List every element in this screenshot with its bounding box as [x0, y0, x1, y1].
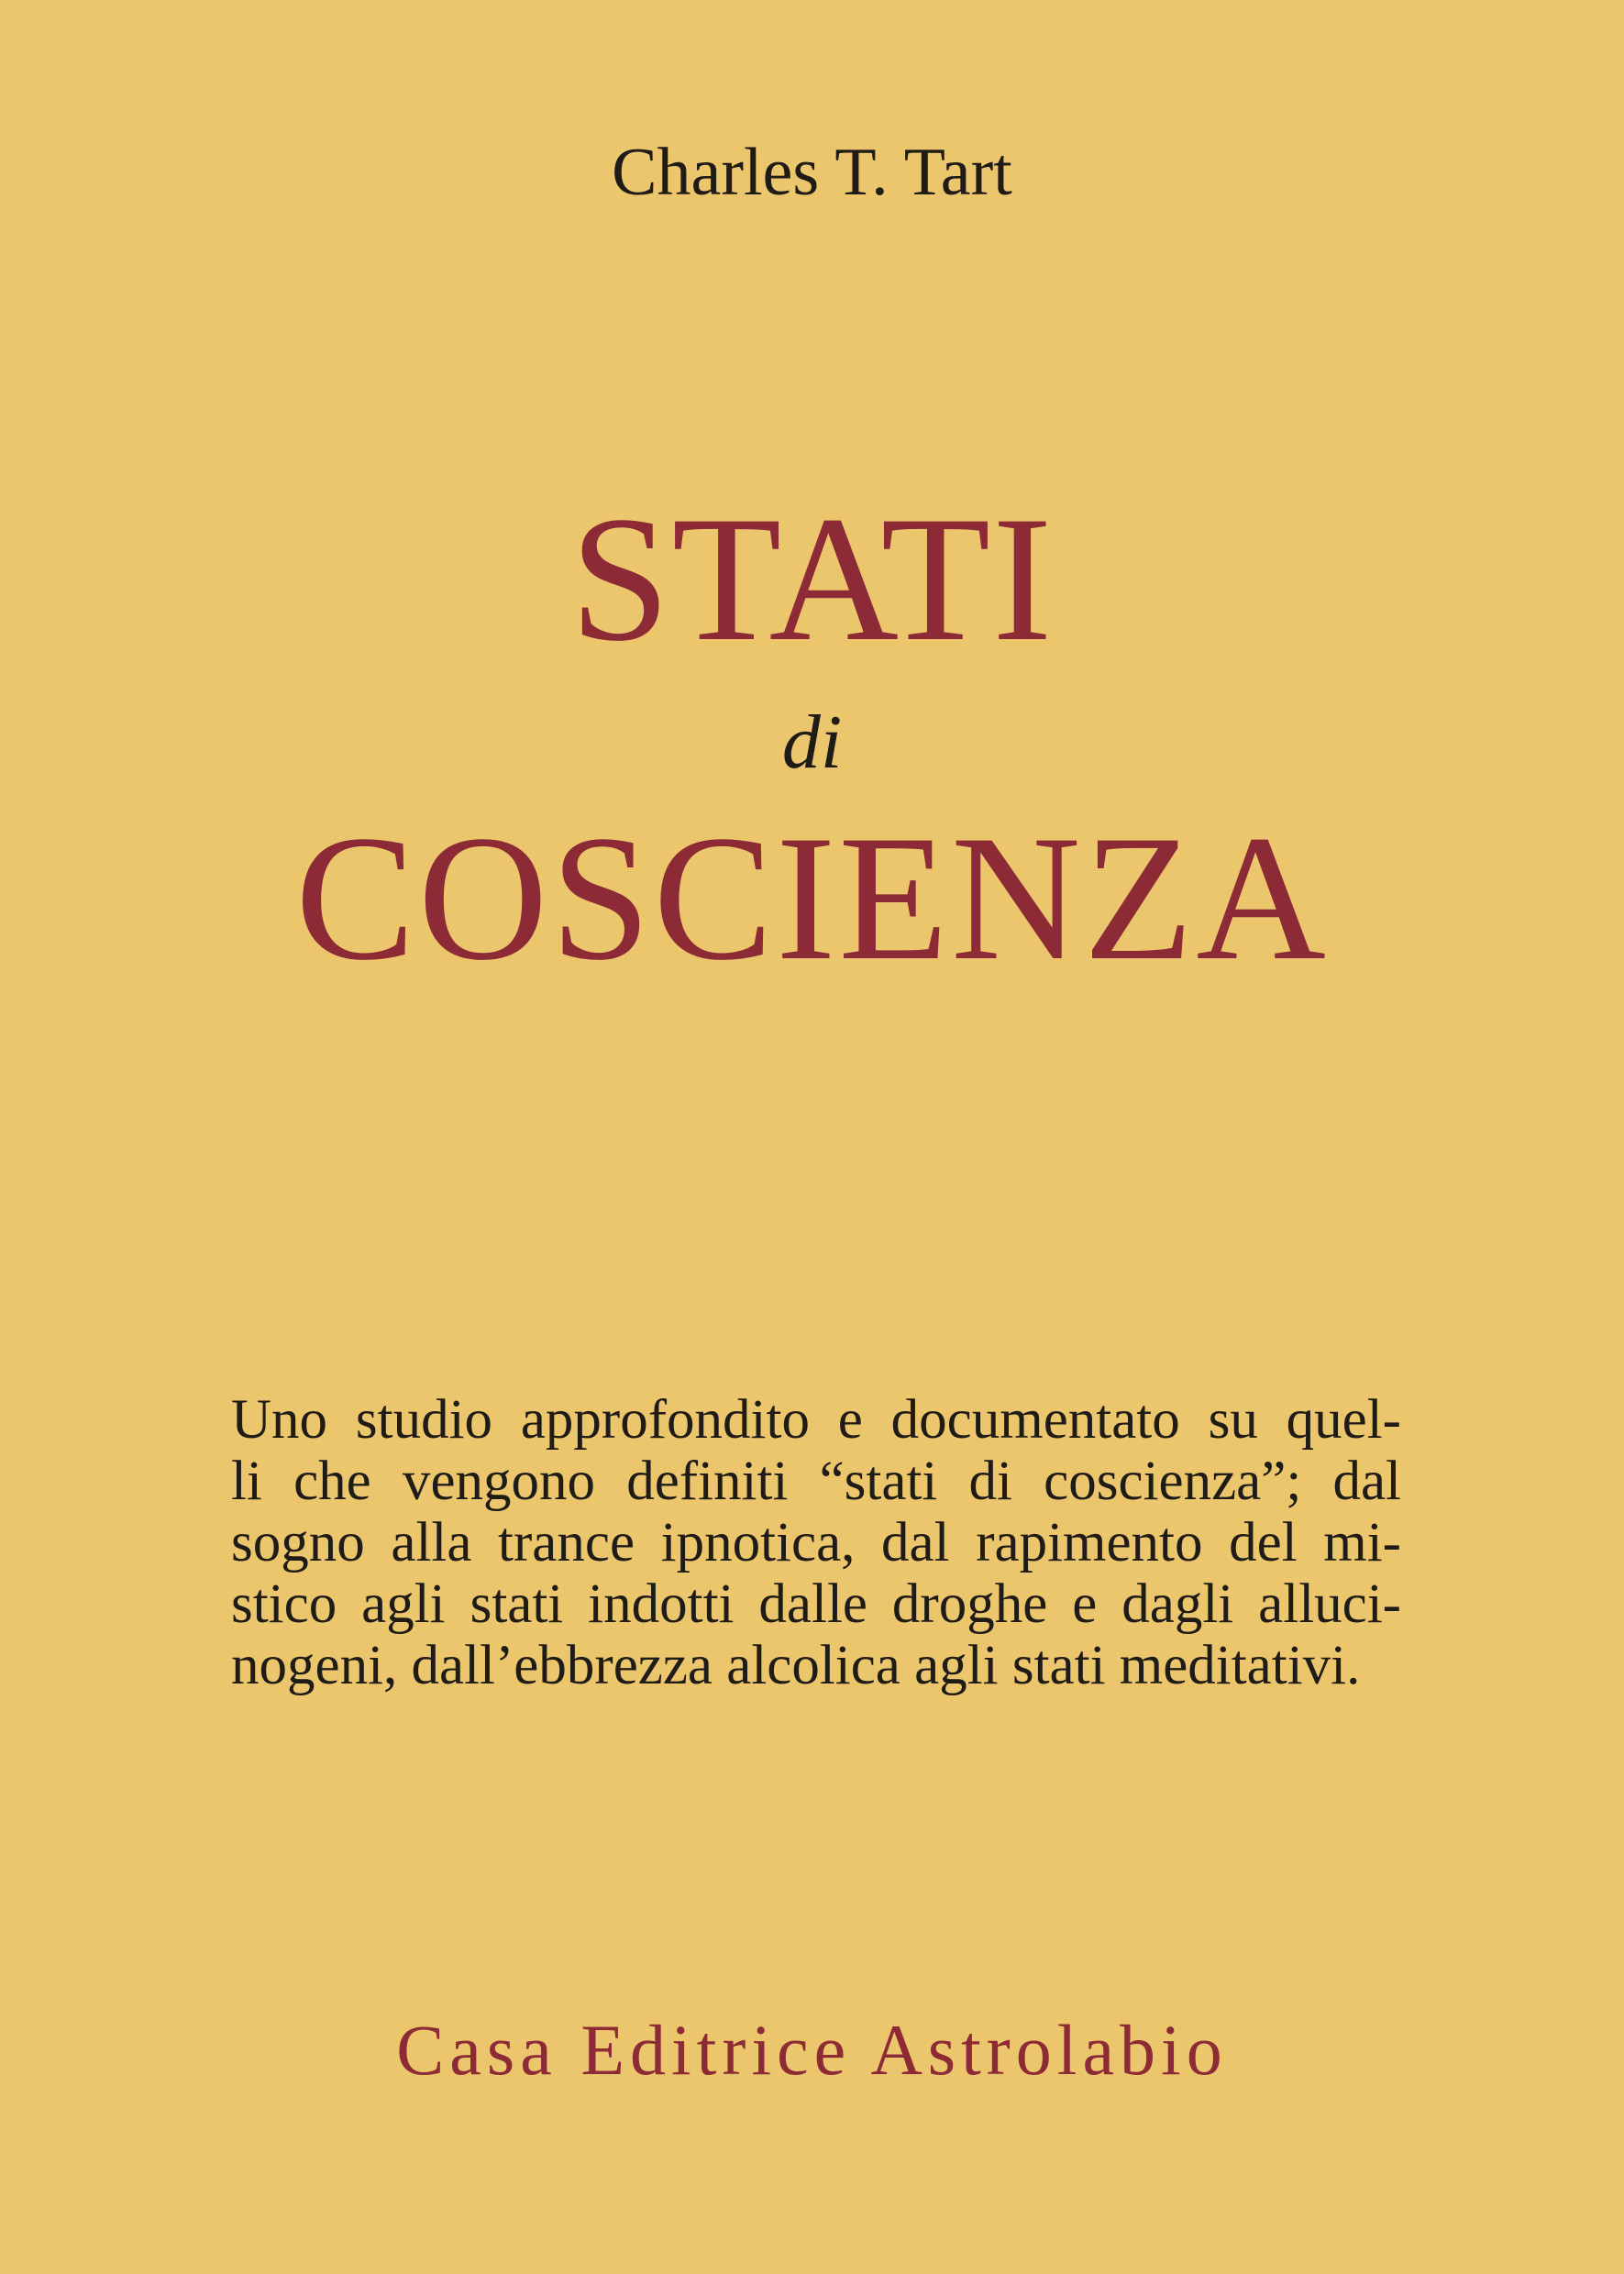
- cover-blurb: [231, 1389, 1401, 1696]
- publisher-name: Casa Editrice Astrolabio: [396, 2010, 1228, 2090]
- title-line-stati: STATI: [569, 480, 1055, 679]
- blurb-line-4: stico agli stati indotti dalle droghe e dagli alluci-: [231, 1573, 1401, 1635]
- title-line-coscienza: COSCIENZA: [295, 799, 1329, 998]
- title-connector-di: di: [781, 700, 843, 785]
- author-name: Charles T. Tart: [612, 135, 1012, 210]
- blurb-line-1: Uno studio approfondito e documentato su quel-: [231, 1389, 1401, 1451]
- blurb-line-5: nogeni, dall’ebbrezza alcolica agli stati meditativi.: [231, 1635, 1361, 1696]
- blurb-line-3: sogno alla trance ipnotica, dal rapimento del mi-: [231, 1512, 1401, 1573]
- blurb-line-2: li che vengono definiti “stati di coscienza”; dal: [231, 1451, 1401, 1512]
